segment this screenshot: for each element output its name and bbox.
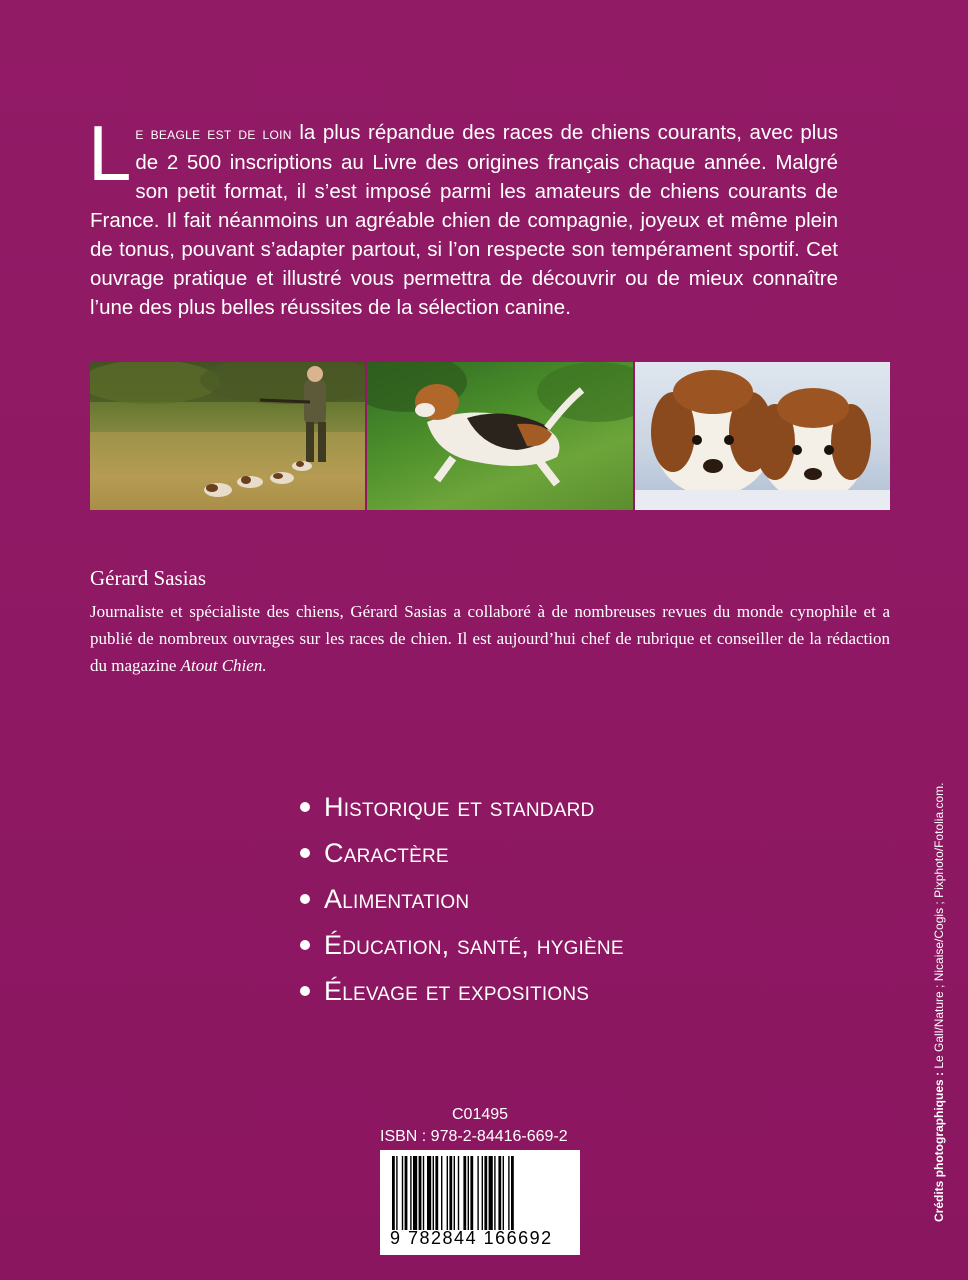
topic-label: Alimentation <box>324 884 470 914</box>
author-bio-text: Journaliste et spécialiste des chiens, Gérard Sasias a collaboré à de nombreuses revues du monde cynophile et a publié de nombreux ouvrages sur les races de chien. Il est aujourd’hui chef de rubrique et conseiller de la rédaction du magazine <box>90 602 890 675</box>
barcode-bar <box>463 1156 466 1230</box>
bullet-icon <box>300 848 310 858</box>
intro-paragraph <box>88 109 839 322</box>
product-code: C01495 <box>452 1106 509 1123</box>
barcode-bar <box>482 1156 483 1230</box>
barcode-bar <box>419 1156 422 1230</box>
barcode-bar <box>413 1156 417 1230</box>
topic-item <box>300 876 624 922</box>
barcode-bar <box>494 1156 495 1230</box>
barcode-bar <box>441 1156 442 1230</box>
barcode-bar <box>468 1156 469 1230</box>
barcode-bar <box>498 1156 501 1230</box>
barcode-bar <box>447 1156 448 1230</box>
topic-label: Élevage et expositions <box>324 976 590 1006</box>
topic-label: Caractère <box>324 838 449 868</box>
topics-list <box>300 784 624 1014</box>
barcode-digits: 9 782844 166692 <box>390 1228 553 1248</box>
barcode-bars <box>390 1156 570 1230</box>
topic-item <box>300 830 624 876</box>
photo-credits <box>932 783 946 1222</box>
credits-text: Le Gall/Nature ; Nicaise/Cogis ; Pixphoto/Fotolia.com. <box>932 782 946 1072</box>
barcode-bar <box>511 1156 514 1230</box>
barcode-bar <box>392 1156 395 1230</box>
barcode-bar <box>396 1156 397 1230</box>
barcode-bar <box>503 1156 504 1230</box>
barcode-bar <box>427 1156 431 1230</box>
isbn: ISBN : 978-2-84416-669-2 <box>380 1128 568 1145</box>
barcode-bar <box>454 1156 455 1230</box>
intro-dropcap: L <box>88 109 132 197</box>
beagle-puppies-photo <box>635 362 890 510</box>
barcode-bar <box>477 1156 478 1230</box>
bullet-icon <box>300 986 310 996</box>
barcode-bar <box>435 1156 438 1230</box>
barcode-bar <box>433 1156 434 1230</box>
topic-item <box>300 922 624 968</box>
barcode-bar <box>508 1156 509 1230</box>
credits-label: Crédits photographiques : <box>932 1072 946 1222</box>
barcode-bar <box>449 1156 452 1230</box>
author-bio <box>90 598 890 679</box>
intro-text: la plus répandue des races de chiens courants, avec plus de 2 500 inscriptions au Livre des origines français chaque année. Malgré son petit format, il s’est imposé parmi les amateurs de chiens courants de France. Il fait néanmoins un agréable chien de compagnie, joyeux et même plein de tonus, pouvant s’adapter partout, si l’on respecte son tempérament sportif. Cet ouvrage pratique et illustré vous permettra de découvrir ou de mieux connaître l’une des plus belles réussites de la sélection canine. <box>90 121 839 319</box>
barcode-bar <box>489 1156 493 1230</box>
bullet-icon <box>300 940 310 950</box>
bullet-icon <box>300 894 310 904</box>
barcode-bar <box>458 1156 459 1230</box>
barcode-bar <box>405 1156 408 1230</box>
barcode <box>380 1150 580 1255</box>
magazine-name: Atout Chien. <box>180 656 267 675</box>
barcode-bar <box>470 1156 473 1230</box>
barcode-bar <box>402 1156 403 1230</box>
hunter-with-beagles-photo <box>90 362 365 510</box>
topic-item <box>300 968 624 1014</box>
running-beagle-photo <box>367 362 632 510</box>
topic-label: Historique et standard <box>324 792 595 822</box>
author-name: Gérard Sasias <box>90 566 207 590</box>
topic-label: Éducation, santé, hygiène <box>324 930 624 960</box>
topic-item <box>300 784 624 830</box>
bullet-icon <box>300 802 310 812</box>
photo-strip <box>90 362 890 510</box>
barcode-bar <box>423 1156 424 1230</box>
barcode-bar <box>484 1156 487 1230</box>
intro-smallcaps: e beagle est de loin <box>135 124 292 143</box>
barcode-bar <box>410 1156 411 1230</box>
